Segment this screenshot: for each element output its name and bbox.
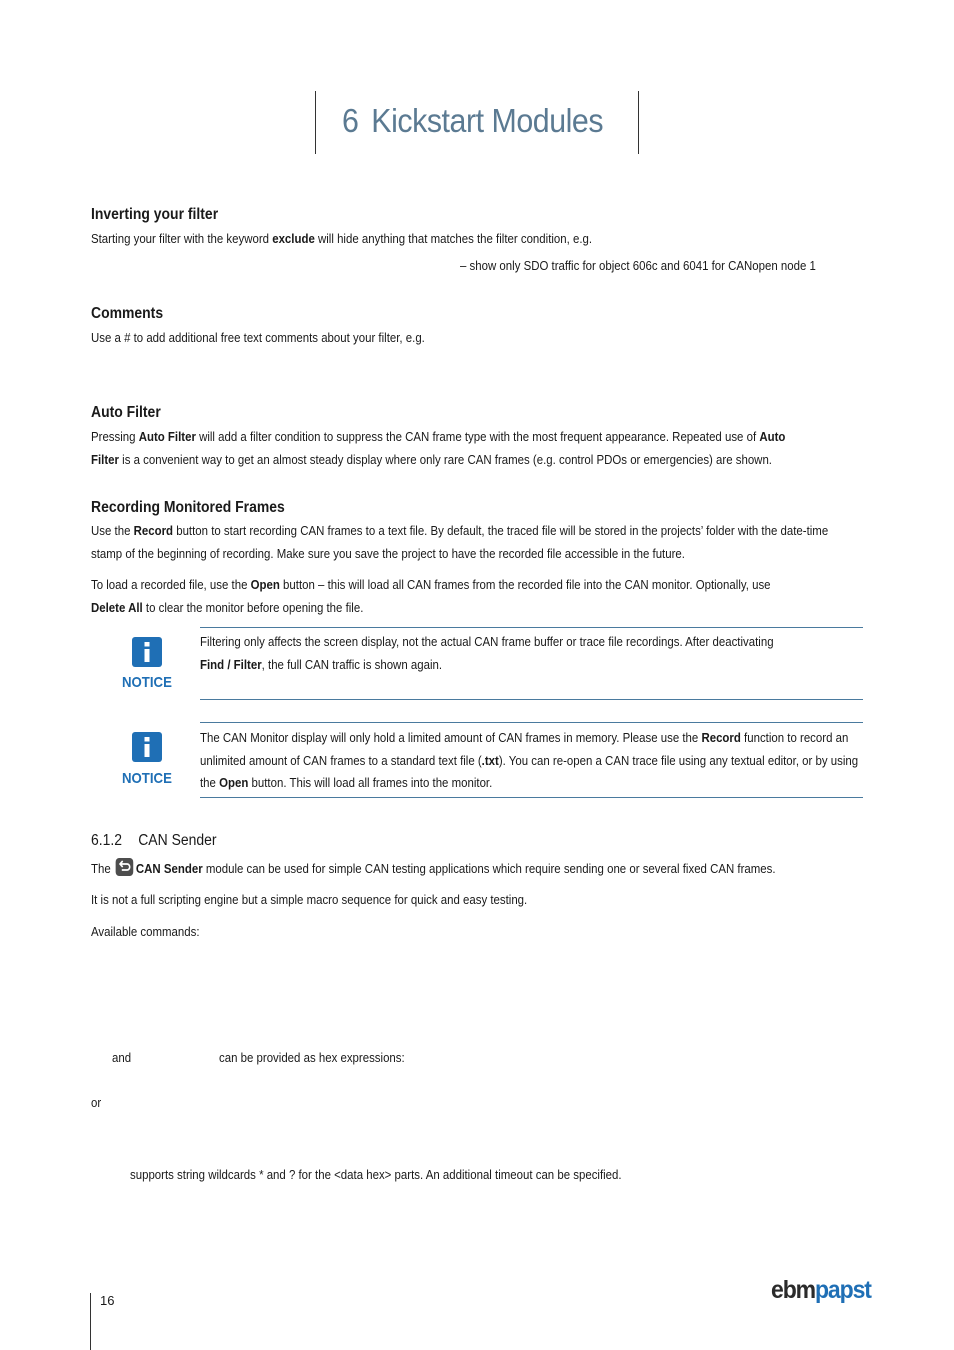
- ebmpapst-logo: ebmpapst: [771, 1276, 871, 1304]
- auto-filter-text: Pressing Auto Filter will add a filter condition to suppress the CAN frame type with the most frequent appearance. Repeated use of Auto Filter is a convenient way to get an almost steady display where only rare CAN frames (e.g. control PDOs or emergencies) are shown.: [91, 429, 786, 467]
- chapter-title: [342, 102, 603, 140]
- inverting-text: Starting your filter with the keyword exclude will hide anything that matches the filter condition, e.g.: [91, 231, 593, 246]
- chapter-title-text: Kickstart Modules: [371, 102, 604, 139]
- notice-2-label: NOTICE: [122, 770, 172, 787]
- chapter-number: 6: [342, 102, 359, 139]
- comments-text: Use a # to add additional free text comments about your filter, e.g.: [91, 330, 425, 345]
- or-word: or: [91, 1095, 102, 1110]
- and-word: and: [112, 1050, 132, 1065]
- chapter-divider-left: [315, 91, 316, 154]
- heading-comments: Comments: [91, 305, 164, 322]
- can-sender-icon: [116, 858, 134, 876]
- info-icon: [132, 732, 162, 762]
- notice-2-top-rule: [200, 722, 863, 723]
- notice-1-text: Filtering only affects the screen display, not the actual CAN frame buffer or trace file recordings. After deactivating Find / Filter, the full CAN traffic is shown again.: [200, 634, 774, 672]
- notice-1-bottom-rule: [200, 699, 863, 700]
- heading-inverting-filter: Inverting your filter: [91, 206, 219, 223]
- page-number: 16: [100, 1293, 115, 1308]
- section-title: CAN Sender: [138, 832, 217, 849]
- info-icon: [132, 637, 162, 667]
- wildcards-text: supports string wildcards * and ? for the <data hex> parts. An additional timeout can be specified.: [130, 1167, 622, 1182]
- recording-para-2: To load a recorded file, use the Open button – this will load all CAN frames from the recorded file into the CAN monitor. Optionally, use Delete All to clear the monitor before opening the file.: [91, 577, 771, 615]
- inverting-example-note: – show only SDO traffic for object 606c and 6041 for CANopen node 1: [460, 258, 816, 273]
- notice-1-label: NOTICE: [122, 674, 172, 691]
- can-sender-line-2: It is not a full scripting engine but a simple macro sequence for quick and easy testing.: [91, 892, 528, 907]
- notice-2-bottom-rule: [200, 797, 863, 798]
- heading-recording: Recording Monitored Frames: [91, 499, 285, 516]
- recording-para-1: Use the Record button to start recording CAN frames to a text file. By default, the traced file will be stored in the projects’ folder with the date-time stamp of the beginning of recording. Make sure you save the project to have the recorded file accessible in the future.: [91, 523, 829, 561]
- can-sender-line-3: Available commands:: [91, 924, 200, 939]
- section-heading-can-sender: [91, 832, 217, 850]
- chapter-divider-right: [638, 91, 639, 154]
- notice-2-text: The CAN Monitor display will only hold a limited amount of CAN frames in memory. Please use the Record function to record an unlimited amount of CAN frames to a standard text file (.txt). You can re-open a CAN trace file using any textual editor, or by using the Open button. This will load all frames into the monitor.: [200, 730, 859, 790]
- section-number: 6.1.2: [91, 832, 123, 849]
- keyword-exclude: exclude: [272, 231, 315, 246]
- can-sender-intro: The CAN Sender module can be used for simple CAN testing applications which require sending one or several fixed CAN frames.: [91, 858, 857, 881]
- footer-divider: [90, 1293, 91, 1350]
- hex-expression-text: can be provided as hex expressions:: [219, 1050, 405, 1065]
- notice-1-top-rule: [200, 627, 863, 628]
- heading-auto-filter: Auto Filter: [91, 404, 161, 421]
